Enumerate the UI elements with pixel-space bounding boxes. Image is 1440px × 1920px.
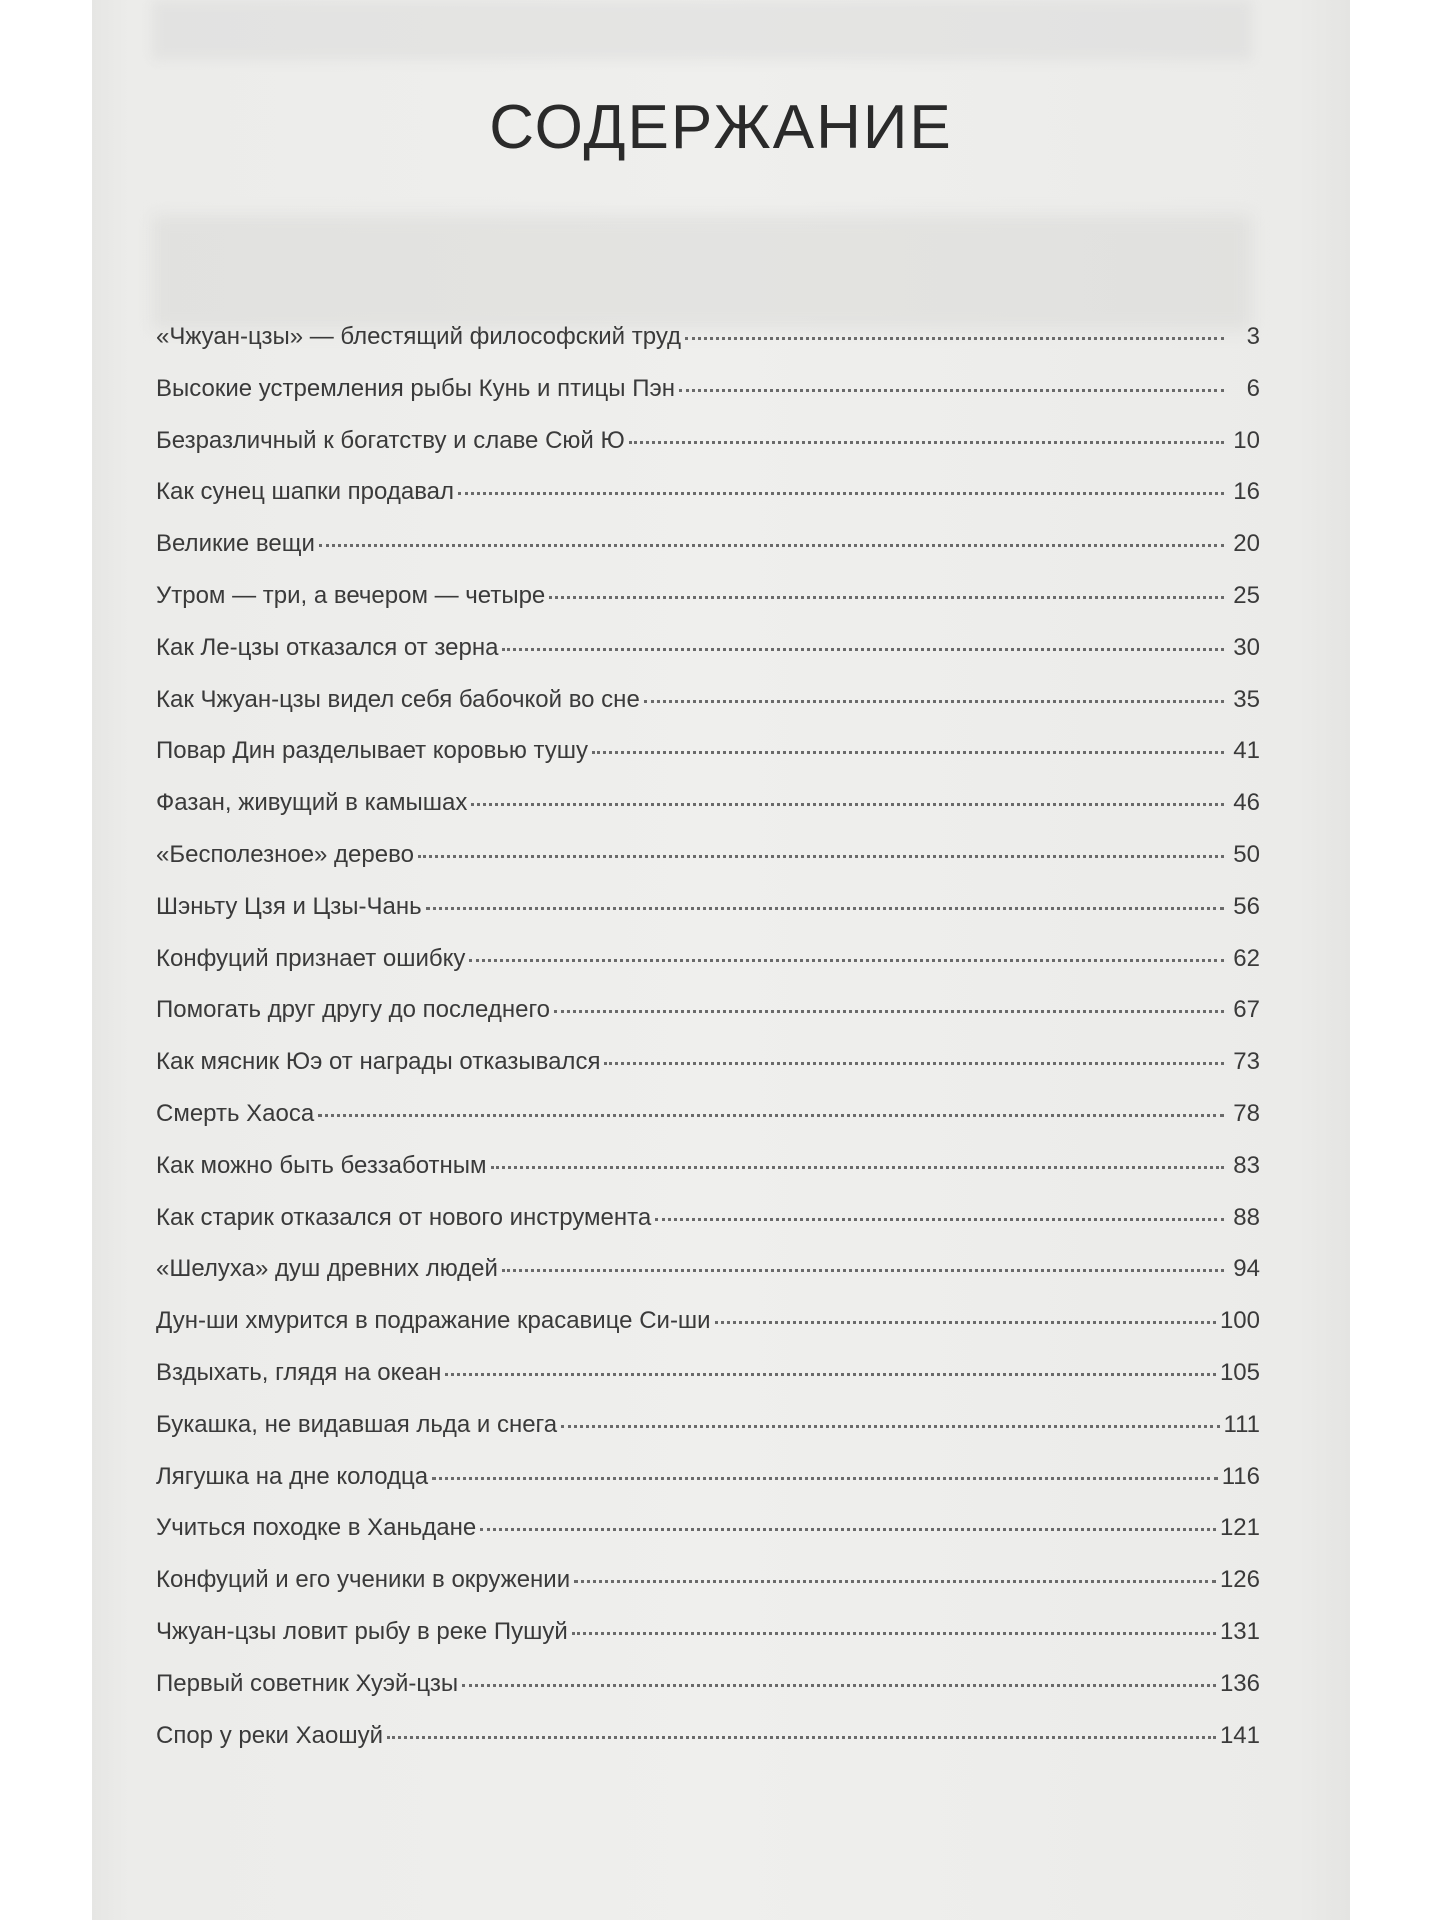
toc-entry[interactable] — [156, 427, 1260, 479]
toc-page-number: 136 — [1219, 1669, 1260, 1697]
toc-page-number: 25 — [1233, 581, 1260, 609]
toc-page-number: 20 — [1233, 530, 1260, 558]
toc-entry[interactable] — [156, 686, 1260, 738]
toc-entry[interactable] — [156, 1100, 1260, 1152]
toc-entry-title: Первый советник Хуэй-цзы — [156, 1669, 459, 1697]
toc-dot-leader — [480, 1528, 1216, 1531]
toc-page-number: 121 — [1219, 1514, 1260, 1542]
toc-entry-title: «Шелуха» душ древних людей — [156, 1255, 498, 1283]
toc-dot-leader — [462, 1684, 1216, 1687]
toc-page-number: 126 — [1219, 1566, 1260, 1594]
toc-entry-title: Конфуций и его ученики в окружении — [156, 1566, 571, 1594]
toc-page-number: 131 — [1219, 1617, 1260, 1645]
toc-dot-leader — [426, 907, 1224, 910]
toc-dot-leader — [592, 751, 1224, 754]
toc-entry[interactable] — [156, 530, 1260, 582]
toc-entry[interactable] — [156, 945, 1260, 997]
toc-dot-leader — [319, 544, 1224, 547]
toc-entry-title: Чжуан-цзы ловит рыбу в реке Пушуй — [156, 1617, 568, 1645]
toc-entry[interactable] — [156, 789, 1260, 841]
toc-entry-title: Великие вещи — [156, 530, 315, 558]
toc-dot-leader — [549, 596, 1224, 599]
toc-entry[interactable] — [156, 1359, 1260, 1411]
toc-page-number: 10 — [1233, 426, 1260, 454]
show-through-text — [152, 0, 1252, 60]
toc-dot-leader — [574, 1580, 1216, 1583]
toc-page-number: 94 — [1233, 1255, 1260, 1283]
toc-dot-leader — [502, 648, 1224, 651]
toc-entry-title: «Чжуан-цзы» — блестящий философский труд — [156, 323, 682, 350]
toc-entry-title: Как мясник Юэ от награды отказывался — [156, 1048, 601, 1076]
toc-page-number: 6 — [1246, 374, 1260, 402]
toc-page-number: 67 — [1233, 996, 1260, 1024]
toc-entry-title: Как Чжуан-цзы видел себя бабочкой во сне — [156, 685, 640, 713]
toc-entry[interactable] — [156, 996, 1260, 1048]
toc-entry[interactable] — [156, 582, 1260, 634]
toc-dot-leader — [715, 1321, 1216, 1324]
toc-dot-leader — [655, 1218, 1224, 1221]
show-through-band — [152, 215, 1252, 330]
toc-dot-leader — [679, 389, 1224, 392]
toc-entry[interactable] — [156, 841, 1260, 893]
toc-dot-leader — [502, 1269, 1224, 1272]
toc-page-number: 73 — [1233, 1048, 1260, 1076]
toc-entry[interactable] — [156, 1204, 1260, 1256]
page-title: СОДЕРЖАНИЕ — [489, 93, 953, 162]
book-page — [92, 0, 1350, 1920]
toc-page-number: 88 — [1233, 1203, 1260, 1231]
toc-page-number: 111 — [1223, 1410, 1260, 1438]
toc-dot-leader — [432, 1477, 1218, 1480]
toc-page-number: 141 — [1219, 1721, 1260, 1749]
toc-page-number: 16 — [1233, 478, 1260, 506]
toc-entry-title: «Бесполезное» дерево — [156, 840, 414, 868]
toc-dot-leader — [644, 700, 1224, 703]
toc-entry[interactable] — [156, 1463, 1260, 1515]
toc-page-number: 105 — [1219, 1358, 1260, 1386]
toc-entry[interactable] — [156, 634, 1260, 686]
toc-entry-title: Спор у реки Хаошуй — [156, 1721, 383, 1749]
toc-entry-title: Фазан, живущий в камышах — [156, 789, 468, 817]
toc-page-number: 41 — [1233, 737, 1260, 765]
toc-entry-title: Букашка, не видавшая льда и снега — [156, 1410, 558, 1438]
toc-entry[interactable] — [156, 1048, 1260, 1100]
toc-entry-title: Высокие устремления рыбы Кунь и птицы Пэн — [156, 374, 675, 402]
toc-entry-title: Лягушка на дне колодца — [156, 1462, 429, 1490]
toc-page-number: 35 — [1233, 685, 1260, 713]
toc-entry-title: Учиться походке в Ханьдане — [156, 1514, 477, 1542]
toc-dot-leader — [469, 959, 1224, 962]
toc-entry[interactable] — [156, 893, 1260, 945]
toc-page-number: 3 — [1246, 323, 1260, 350]
toc-entry-title: Как старик отказался от нового инструмента — [156, 1203, 652, 1231]
toc-page-number: 50 — [1233, 840, 1260, 868]
toc-entry[interactable] — [156, 323, 1260, 375]
toc-entry[interactable] — [156, 1670, 1260, 1722]
toc-entry-title: Безразличный к богатству и славе Сюй Ю — [156, 426, 625, 454]
toc-entry[interactable] — [156, 1618, 1260, 1670]
toc-dot-leader — [471, 803, 1224, 806]
toc-entry[interactable] — [156, 737, 1260, 789]
toc-entry-title: Как Ле-цзы отказался от зерна — [156, 633, 499, 661]
toc-dot-leader — [629, 441, 1224, 444]
toc-dot-leader — [604, 1062, 1224, 1065]
toc-entry[interactable] — [156, 1255, 1260, 1307]
toc-dot-leader — [554, 1010, 1224, 1013]
toc-page-number: 100 — [1219, 1307, 1260, 1335]
toc-entry-title: Повар Дин разделывает коровью тушу — [156, 737, 589, 765]
toc-entry[interactable] — [156, 1566, 1260, 1618]
toc-page-number: 56 — [1233, 892, 1260, 920]
toc-entry-title: Конфуций признает ошибку — [156, 944, 466, 972]
toc-dot-leader — [318, 1114, 1224, 1117]
toc-entry[interactable] — [156, 1514, 1260, 1566]
toc-entry-title: Смерть Хаоса — [156, 1099, 315, 1127]
toc-entry-title: Шэньту Цзя и Цзы-Чань — [156, 892, 422, 920]
toc-page-number: 46 — [1233, 789, 1260, 817]
toc-entry-title: Как можно быть беззаботным — [156, 1151, 487, 1179]
toc-dot-leader — [561, 1425, 1219, 1428]
toc-entry[interactable] — [156, 375, 1260, 427]
toc-dot-leader — [491, 1166, 1224, 1169]
toc-entry-title: Вздыхать, глядя на океан — [156, 1358, 442, 1386]
toc-entry[interactable] — [156, 1152, 1260, 1204]
toc-entry-title: Помогать друг другу до последнего — [156, 996, 551, 1024]
toc-entry[interactable] — [156, 1411, 1260, 1463]
toc-entry-title: Как сунец шапки продавал — [156, 478, 455, 506]
toc-entry-title: Дун-ши хмурится в подражание красавице Си-ши — [156, 1307, 711, 1335]
toc-dot-leader — [418, 855, 1224, 858]
toc-dot-leader — [458, 492, 1224, 495]
toc-entry[interactable] — [156, 1307, 1260, 1359]
toc-dot-leader — [685, 337, 1224, 340]
toc-entry-title: Утром — три, а вечером — четыре — [156, 581, 546, 609]
toc-dot-leader — [387, 1736, 1216, 1739]
table-of-contents — [156, 323, 1260, 1773]
toc-dot-leader — [445, 1373, 1216, 1376]
toc-page-number: 83 — [1233, 1151, 1260, 1179]
toc-entry[interactable] — [156, 478, 1260, 530]
toc-entry[interactable] — [156, 1722, 1260, 1774]
toc-page-number: 62 — [1233, 944, 1260, 972]
toc-page-number: 116 — [1221, 1462, 1260, 1490]
toc-dot-leader — [572, 1632, 1216, 1635]
toc-page-number: 78 — [1233, 1099, 1260, 1127]
toc-page-number: 30 — [1233, 633, 1260, 661]
